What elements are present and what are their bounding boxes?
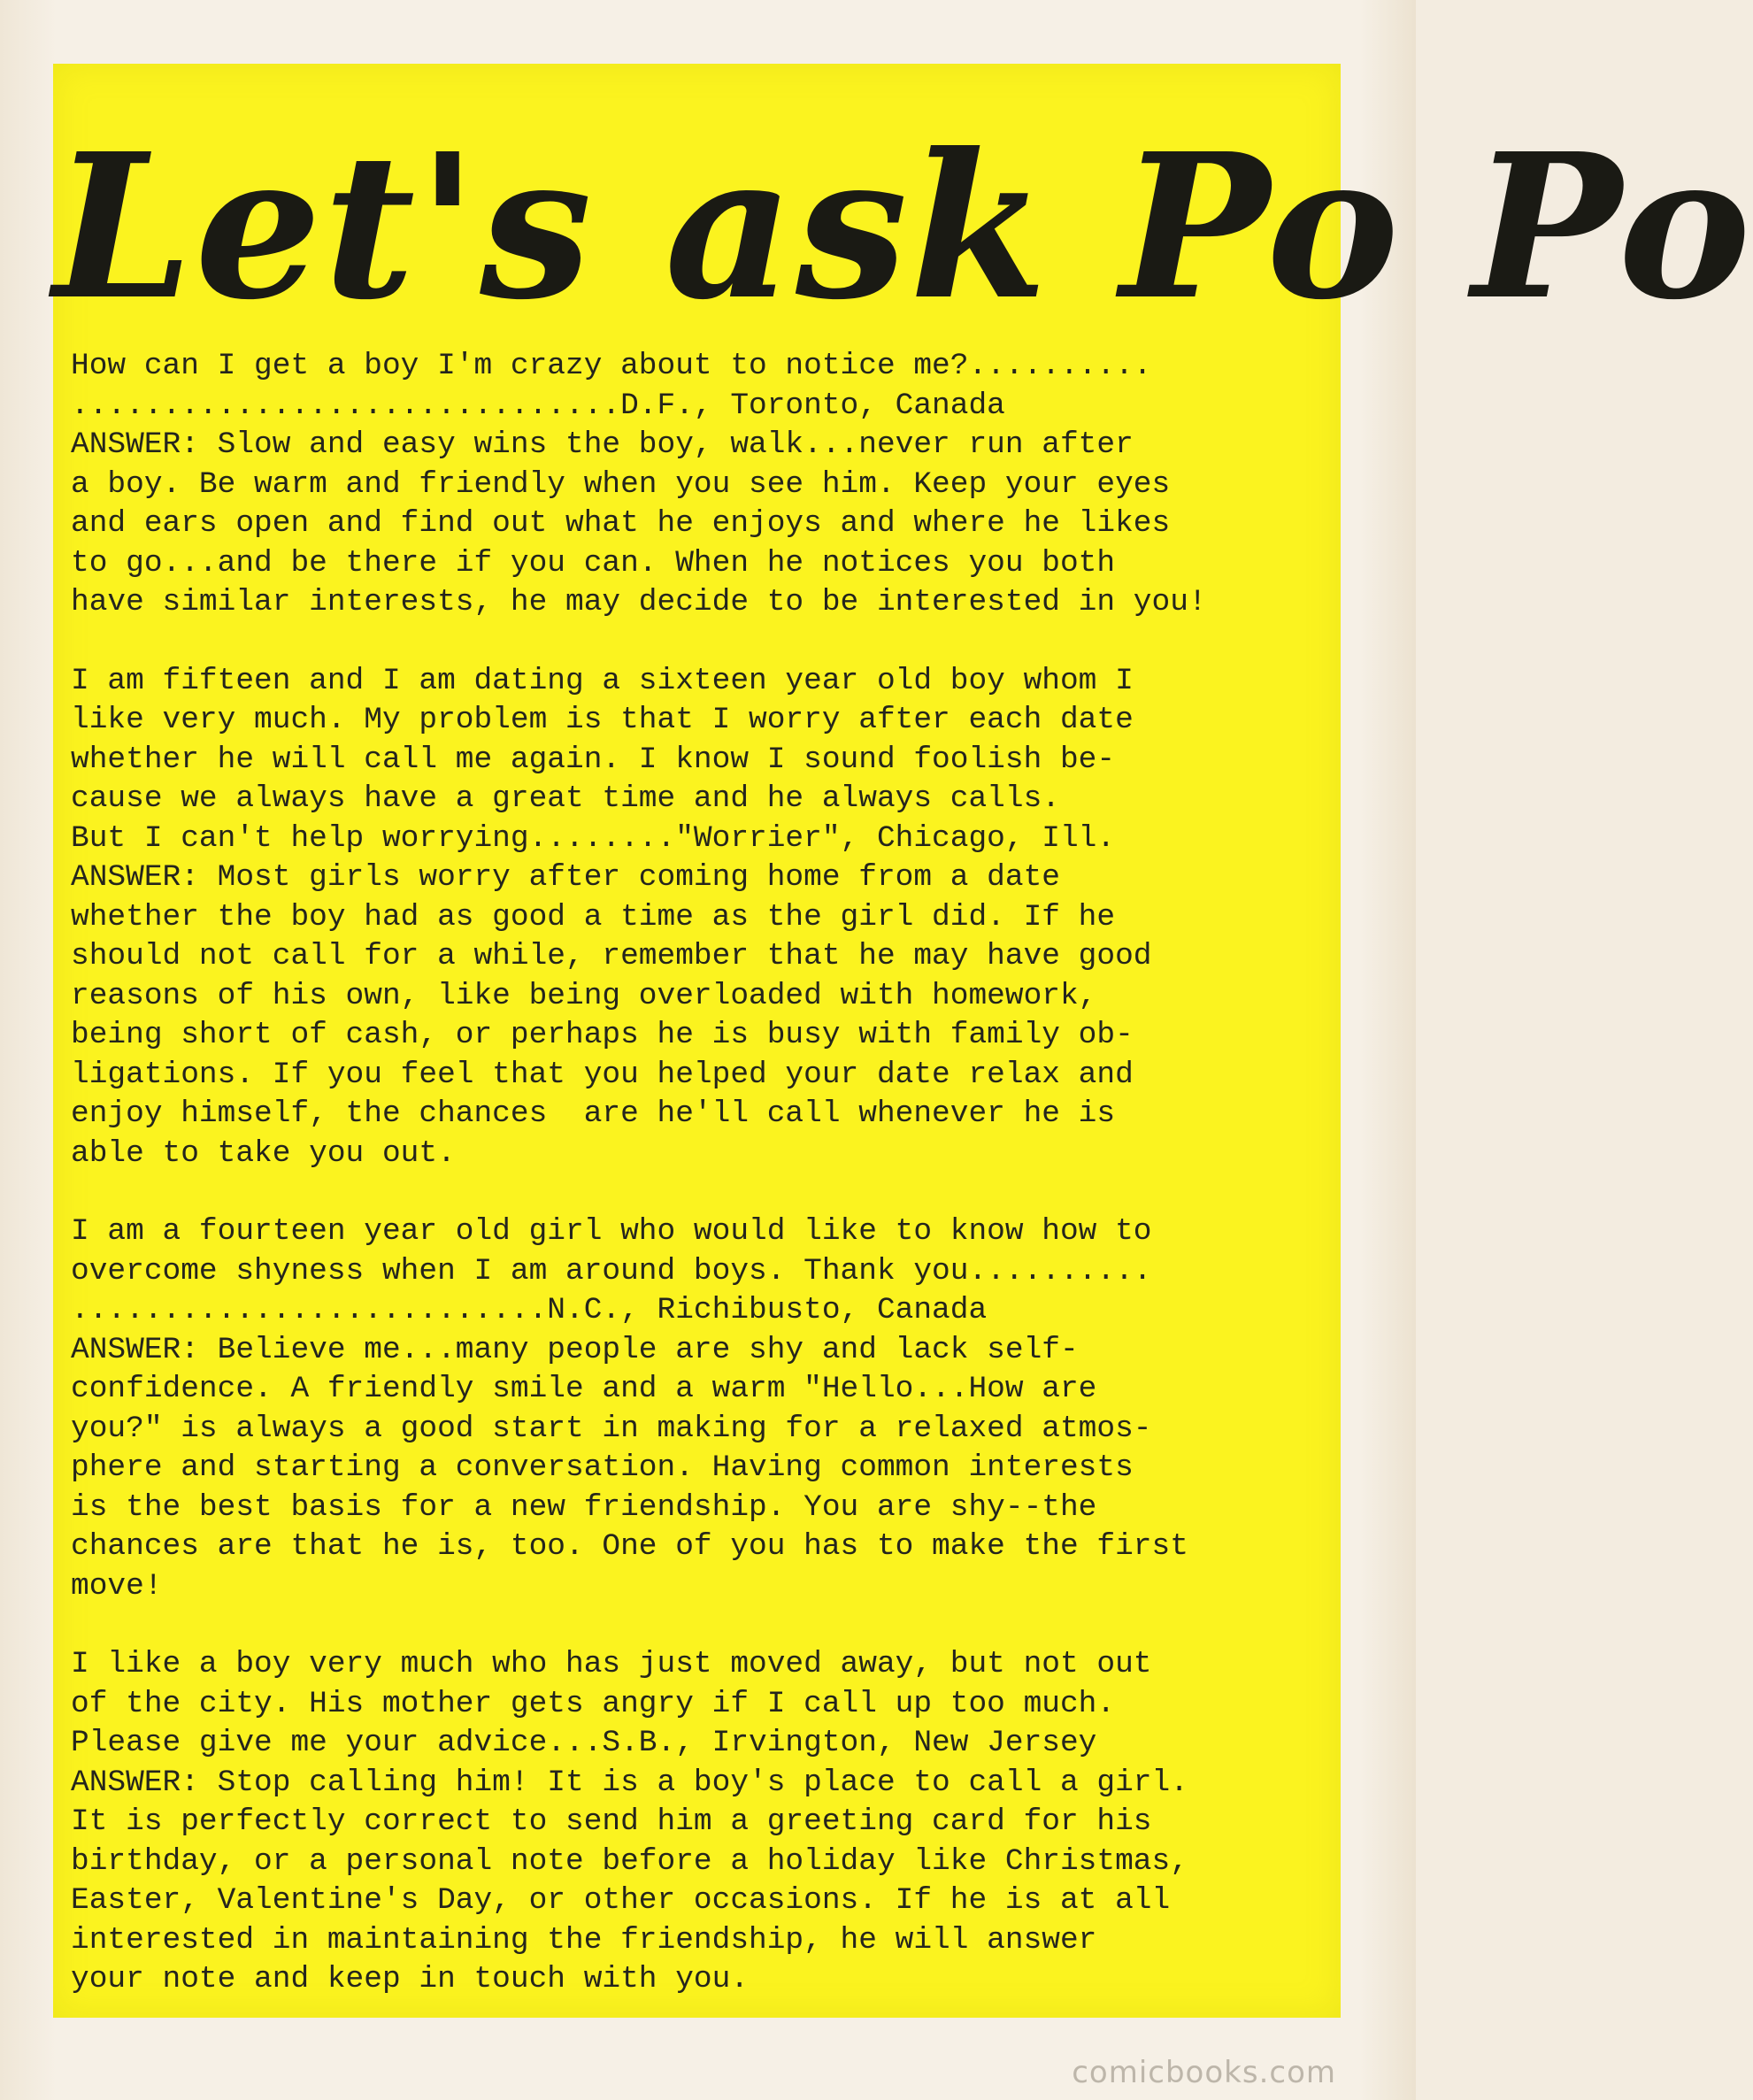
letter-line: I like a boy very much who has just moved away, but not out xyxy=(71,1647,1152,1681)
letter-line: Please give me your advice...S.B., Irvington, New Jersey xyxy=(71,1726,1097,1760)
letter-line: ..............................D.F., Toronto, Canada xyxy=(71,388,1005,423)
letter-line: How can I get a boy I'm crazy about to notice me?.......... xyxy=(71,349,1152,383)
letter-1 xyxy=(71,347,1336,623)
letter-line: your note and keep in touch with you. xyxy=(71,1962,750,1996)
letter-line: cause we always have a great time and he always calls. xyxy=(71,781,1060,816)
letter-2 xyxy=(71,662,1336,1174)
letter-line: is the best basis for a new friendship. You are shy--the xyxy=(71,1489,1097,1525)
letter-line: overcome shyness when I am around boys. Thank you.......... xyxy=(71,1253,1152,1288)
letter-line: reasons of his own, like being overloaded with homework, xyxy=(71,978,1097,1013)
letter-line: ..........................N.C., Richibusto, Canada xyxy=(71,1293,988,1327)
letter-line: I am fifteen and I am dating a sixteen year old boy whom I xyxy=(71,663,1134,698)
column-title: Let's ask Po Po xyxy=(53,111,1753,344)
letter-line: It is perfectly correct to send him a greeting card for his xyxy=(71,1804,1152,1839)
letter-line: ANSWER: Stop calling him! It is a boy's place to call a girl. xyxy=(71,1765,1188,1800)
letter-line: ANSWER: Believe me...many people are shy and lack self- xyxy=(71,1332,1079,1367)
letter-line: interested in maintaining the friendship, he will answer xyxy=(71,1922,1097,1958)
letter-line: to go...and be there if you can. When he notices you both xyxy=(71,545,1116,581)
letter-line: you?" is always a good start in making for a relaxed atmos- xyxy=(71,1411,1152,1446)
letter-3 xyxy=(71,1212,1336,1606)
letter-line: Easter, Valentine's Day, or other occasions. If he is at all xyxy=(71,1883,1171,1918)
letter-4 xyxy=(71,1645,1336,2000)
letter-line: of the city. His mother gets angry if I call up too much. xyxy=(71,1686,1116,1721)
letter-line: But I can't help worrying........"Worrier", Chicago, Ill. xyxy=(71,820,1116,856)
site-watermark: comicbooks.com xyxy=(1072,2055,1336,2090)
letter-line: being short of cash, or perhaps he is busy with family ob- xyxy=(71,1018,1134,1052)
letter-line: ANSWER: Most girls worry after coming home from a date xyxy=(71,860,1060,895)
letter-line: confidence. A friendly smile and a warm "Hello...How are xyxy=(71,1372,1097,1406)
letter-line: chances are that he is, too. One of you has to make the first xyxy=(71,1529,1188,1564)
letters-list xyxy=(71,347,1336,2039)
letter-line: move! xyxy=(71,1568,163,1604)
letter-line: like very much. My problem is that I worry after each date xyxy=(71,703,1134,737)
letter-line: phere and starting a conversation. Having common interests xyxy=(71,1450,1134,1485)
letter-line: should not call for a while, remember that he may have good xyxy=(71,939,1152,973)
letter-line: ligations. If you feel that you helped your date relax and xyxy=(71,1057,1134,1092)
letter-line: whether the boy had as good a time as the girl did. If he xyxy=(71,899,1116,935)
letter-line: have similar interests, he may decide to be interested in you! xyxy=(71,585,1207,619)
letter-line: ANSWER: Slow and easy wins the boy, walk...never run after xyxy=(71,427,1134,462)
letter-line: enjoy himself, the chances are he'll call whenever he is xyxy=(71,1096,1116,1131)
advice-column-panel xyxy=(53,64,1753,2018)
letter-line: and ears open and find out what he enjoys and where he likes xyxy=(71,506,1171,541)
letter-line: I am a fourteen year old girl who would like to know how to xyxy=(71,1214,1152,1249)
letter-line: whether he will call me again. I know I sound foolish be- xyxy=(71,742,1116,777)
letter-line: a boy. Be warm and friendly when you see him. Keep your eyes xyxy=(71,466,1171,502)
letter-line: able to take you out. xyxy=(71,1135,456,1171)
letter-line: birthday, or a personal note before a holiday like Christmas, xyxy=(71,1843,1188,1879)
